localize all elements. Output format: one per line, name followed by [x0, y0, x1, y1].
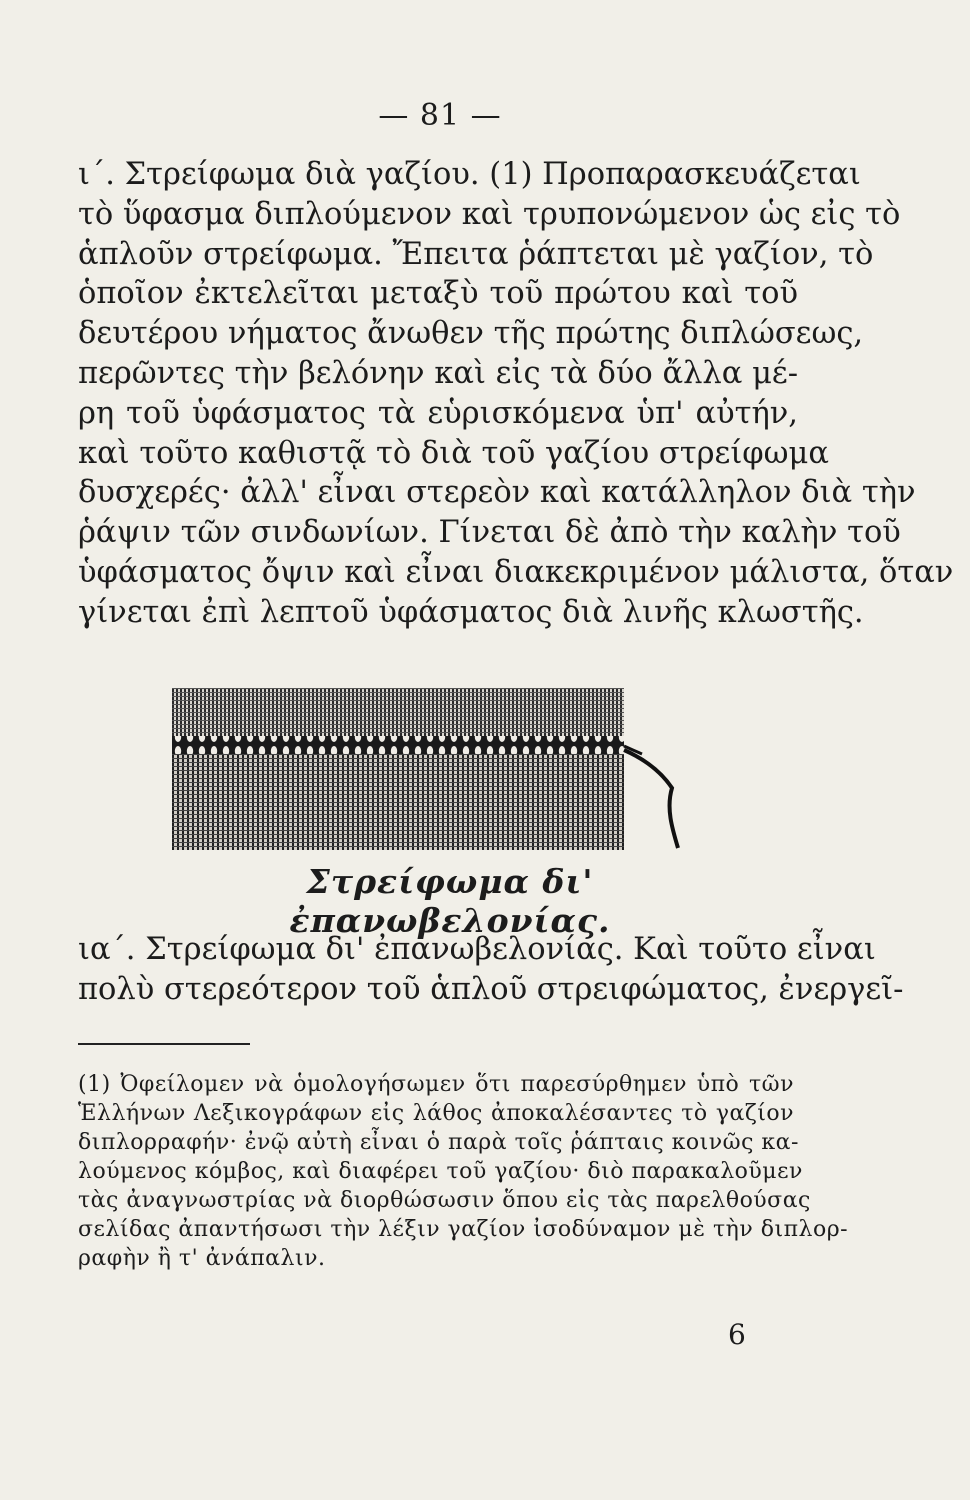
text-line: καὶ τοῦτο καθιστᾷ τὸ διὰ τοῦ γαζίου στρείφωμα	[78, 435, 829, 471]
text-line: περῶντες τὴν βελόνην καὶ εἰς τὰ δύο ἄλλα μέ-	[78, 355, 798, 391]
text-line: ὁποῖον ἐκτελεῖται μεταξὺ τοῦ πρώτου καὶ τοῦ	[78, 276, 798, 312]
footnote-line: Ἑλλήνων Λεξικογράφων εἰς λάθος ἀποκαλέσαντες τὸ γαζίον	[78, 1101, 794, 1126]
text-line: πολὺ στερεότερον τοῦ ἁπλοῦ στρειφώματος, ἐνεργεῖ-	[78, 971, 904, 1007]
text-line: ρη τοῦ ὑφάσματος τὰ εὑρισκόμενα ὑπ' αὐτήν,	[78, 395, 798, 431]
section-text-11	[78, 930, 904, 1010]
footnote-line: διπλορραφήν· ἐνῷ αὐτὴ εἶναι ὁ παρὰ τοῖς ῥάπταις κοινῶς κα-	[78, 1130, 799, 1155]
footnote-divider	[78, 1043, 250, 1045]
footnote-line: λούμενος κόμβος, καὶ διαφέρει τοῦ γαζίου· διὸ παρακαλοῦμεν	[78, 1159, 803, 1184]
footnote-line: τὰς ἀναγνωστρίας νὰ διορθώσωσιν ὅπου εἰς τὰς παρελθούσας	[78, 1188, 811, 1213]
fabric-illustration	[172, 688, 692, 856]
section-text-10	[78, 155, 954, 633]
footnote	[78, 1070, 849, 1273]
text-line: δευτέρου νήματος ἄνωθεν τῆς πρώτης διπλώσεως,	[78, 316, 864, 352]
page-number: — 81 —	[378, 98, 502, 133]
text-line: ἁπλοῦν στρείφωμα. Ἔπειτα ῥάπτεται μὲ γαζίον, τὸ	[78, 236, 874, 272]
text-line: ὑφάσματος ὄψιν καὶ εἶναι διακεκριμένον μάλιστα, ὅταν	[78, 554, 954, 590]
text-line: ῥάψιν τῶν σινδωνίων. Γίνεται δὲ ἀπὸ τὴν καλὴν τοῦ	[78, 515, 901, 551]
text-line: ια΄. Στρείφωμα δι' ἐπανωβελονίας. Καὶ τοῦτο εἶναι	[78, 932, 876, 967]
text-line: τὸ ὕφασμα διπλούμενον καὶ τρυπονώμενον ὡς εἰς τὸ	[78, 196, 901, 232]
footnote-line: (1) Ὀφείλομεν νὰ ὁμολογήσωμεν ὅτι παρεσύρθημεν ὑπὸ τῶν	[78, 1072, 794, 1097]
text-line: γίνεται ἐπὶ λεπτοῦ ὑφάσματος διὰ λινῆς κλωστῆς.	[78, 594, 864, 630]
text-line: δυσχερές· ἀλλ' εἶναι στερεὸν καὶ κατάλληλον διὰ τὴν	[78, 475, 916, 511]
text-line: ι΄. Στρείφωμα διὰ γαζίου. (1) Προπαρασκευάζεται	[78, 157, 861, 192]
signature-mark: 6	[728, 1318, 746, 1351]
figure-caption: Στρείφωμα δι' ἐπανωβελονίας.	[289, 862, 611, 940]
footnote-line: σελίδας ἀπαντήσωσι τὴν λέξιν γαζίον ἰσοδύναμον μὲ τὴν διπλορ-	[78, 1217, 849, 1242]
footnote-line: ραφὴν ἢ τ' ἀνάπαλιν.	[78, 1246, 326, 1271]
